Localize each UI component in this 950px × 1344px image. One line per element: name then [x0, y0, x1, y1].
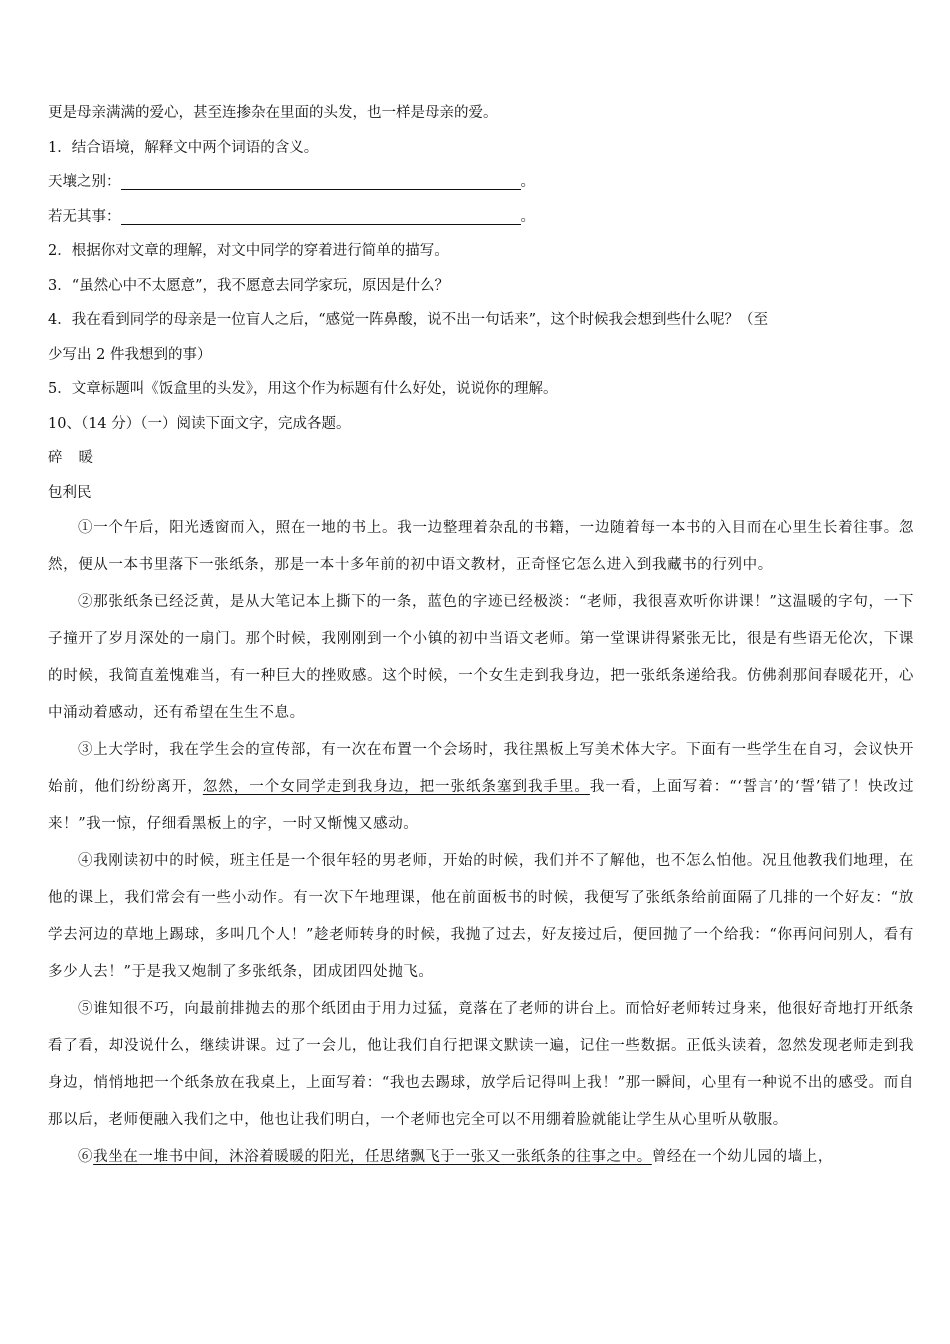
paragraph-2: ②那张纸条已经泛黄，是从大笔记本上撕下的一条，蓝色的字迹已经极淡：“老师，我很喜欢听你讲课！”这温暖的字句，一下子撞开了岁月深处的一扇门。那个时候，我刚刚到一个小镇的初中当语文老师。第一堂课讲得紧张无比，很是有些语无伦次，下课的时候，我简直羞愧难当，有一种巨大的挫败感。这个时候，一个女生走到我身边，把一张纸条递给我。仿佛刹那间春暖花开，心中涌动着感动，还有希望在生生不息。: [48, 594, 914, 721]
continuation-line: 更是母亲满满的爱心，甚至连掺杂在里面的头发，也一样是母亲的爱。: [48, 105, 498, 121]
article-author: 包利民: [48, 484, 92, 501]
question-1-item-2: 若无其事： 。: [48, 200, 914, 235]
paragraph-6: ⑥我坐在一堆书中间，沐浴着暖暖的阳光，任思绪飘飞于一张又一张纸条的往事之中。曾经在一个幼儿园的墙上，: [78, 1149, 834, 1165]
question-4-line-1: 4．我在看到同学的母亲是一位盲人之后，“感觉一阵鼻酸，说不出一句话来”，这个时候我会想到些什么呢？（至: [48, 312, 769, 328]
document-page: [48, 96, 914, 1176]
paragraph-3: ③上大学时，我在学生会的宣传部，有一次在布置一个会场时，我往黑板上写美术体大字。下面有一些学生在自习，会议快开始前，他们纷纷离开，忽然，一个女同学走到我身边，把一张纸条塞到我手里。我一看，上面写着：“‘誓言’的‘誓’错了！快改过来！”我一惊，仔细看黑板上的字，一时又惭愧又感动。: [48, 742, 915, 832]
underlined-sentence: 我坐在一堆书中间，沐浴着暖暖的阳光，任思绪飘飞于一张又一张纸条的往事之中。: [93, 1149, 652, 1165]
question-4-line-2: 少写出 2 件我想到的事）: [48, 346, 212, 363]
term-label: 天壤之别：: [48, 174, 121, 190]
answer-blank[interactable]: [121, 206, 521, 225]
underlined-sentence: 忽然，一个女同学走到我身边，把一张纸条塞到我手里。: [202, 779, 590, 795]
paragraph-5: ⑤谁知很不巧，向最前排抛去的那个纸团由于用力过猛，竟落在了老师的讲台上。而恰好老师转过身来，他很好奇地打开纸条看了看，却没说什么，继续讲课。过了一会儿，他让我们自行把课文默读一遍，记住一些数据。正低头读着，忽然发现老师走到我身边，悄悄地把一个纸条放在我桌上，上面写着：“我也去踢球，放学后记得叫上我！”那一瞬间，心里有一种说不出的感受。而自那以后，老师便融入我们之中，他也让我们明白，一个老师也完全可以不用绷着脸就能让学生从心里听从敬服。: [48, 1001, 914, 1128]
answer-blank[interactable]: [121, 171, 521, 190]
paragraph-4: ④我刚读初中的时候，班主任是一个很年轻的男老师，开始的时候，我们并不了解他，也不怎么怕他。况且他教我们地理，在他的课上，我们常会有一些小动作。有一次下午地理课，他在前面板书的时候，我便写了张纸条给前面隔了几排的一个好友：“放学去河边的草地上踢球，多叫几个人！”趁老师转身的时候，我抛了过去，好友接过后，便回抛了一个给我：“你再问问别人，看有多少人去！”于是我又炮制了多张纸条，团成团四处抛飞。: [48, 853, 914, 980]
paragraph-1: ①一个午后，阳光透窗而入，照在一地的书上。我一边整理着杂乱的书籍，一边随着每一本书的入目而在心里生长着往事。忽然，便从一本书里落下一张纸条，那是一本十多年前的初中语文教材，正奇怪它怎么进入到我藏书的行列中。: [48, 520, 914, 573]
section-10-heading: 10、（14 分）（一）阅读下面文字，完成各题。: [48, 415, 351, 432]
term-label: 若无其事：: [48, 208, 121, 225]
question-2: 2．根据你对文章的理解，对文中同学的穿着进行简单的描写。: [48, 243, 449, 259]
question-5: 5．文章标题叫《饭盒里的头发》，用这个作为标题有什么好处，说说你的理解。: [48, 381, 558, 397]
question-3: 3．“虽然心中不太愿意”，我不愿意去同学家玩，原因是什么？: [48, 277, 450, 294]
article-title: 碎暖: [48, 450, 109, 466]
question-1: 1．结合语境，解释文中两个词语的含义。: [48, 139, 319, 156]
question-1-item-1: 天壤之别： 。: [48, 165, 914, 200]
